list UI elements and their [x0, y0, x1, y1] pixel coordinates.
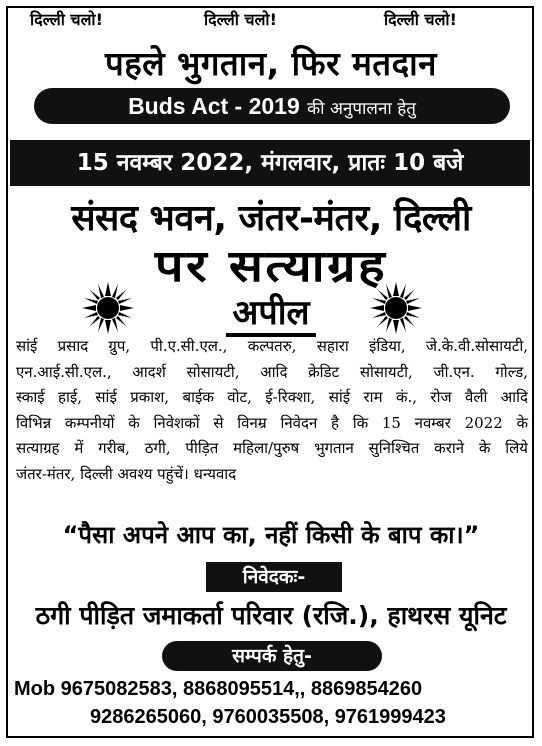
- event-venue: संसद भवन, जंतर-मंतर, दिल्ली: [71, 198, 471, 239]
- slogan-left: दिल्ली चलो!: [30, 10, 103, 29]
- appeal-line: जंतर-मंतर, दिल्ली अवश्य पहुंचें। धन्यवाद: [16, 464, 237, 483]
- appeal-line: सांई प्रसाद ग्रुप, पी.ए.सी.एल., कल्पतरु, सहारा इंडिया, जे.के.वी.सोसायटी,: [16, 337, 528, 355]
- act-purpose: की अनुपालना हेतु: [307, 99, 416, 119]
- act-name: Buds Act - 2019: [128, 93, 300, 119]
- nivedak-label: निवेदकः-: [206, 562, 342, 592]
- headline: पहले भुगतान, फिर मतदान: [104, 44, 437, 83]
- event-datetime: 15 नवम्बर 2022, मंगलवार, प्रातः 10 बजे: [10, 140, 530, 186]
- event-action: पर सत्याग्रह: [154, 241, 388, 292]
- mobile-numbers-line-2: 9286265060, 9760035508, 9761999423: [90, 706, 446, 728]
- appeal-line: एन.आई.सी.एल., आदर्श सोसायटी, आदि क्रेडिट सोसायटी, जी.एन. गोल्ड,: [16, 362, 528, 381]
- appeal-line: विभिन्न कम्पनीयों के निवेशकों से विनम्र निवेदन है कि 15 नवम्बर 2022 के: [16, 413, 528, 432]
- organization-name: ठगी पीड़ित जमाकर्ता परिवार (रजि.), हाथरस यूनिट: [35, 601, 507, 630]
- appeal-title-text: अपील: [226, 293, 315, 337]
- appeal-body: [16, 334, 528, 487]
- slogan-center: दिल्ली चलो!: [204, 10, 277, 29]
- appeal-line: स्काई हाई, सांई प्रकाश, बाईक वोट, ई-रिक्शा, सांई राम कं., रोज वैली आदि: [16, 388, 528, 406]
- act-banner: [34, 88, 510, 124]
- contact-label: सम्पर्क हेतु-: [162, 641, 382, 671]
- appeal-title: [0, 288, 542, 334]
- mobile-numbers-line-1: Mob 9675082583, 8868095514,, 8869854260: [14, 678, 423, 700]
- appeal-line: सत्याग्रह में गरीब, ठगी, पीड़ित महिला/पुरुष भुगतान सुनिश्चित कराने के लिये: [16, 439, 528, 457]
- slogan-quote: “पैसा अपने आप का, नहीं किसी के बाप का।”: [62, 521, 480, 549]
- slogan-right: दिल्ली चलो!: [384, 10, 457, 29]
